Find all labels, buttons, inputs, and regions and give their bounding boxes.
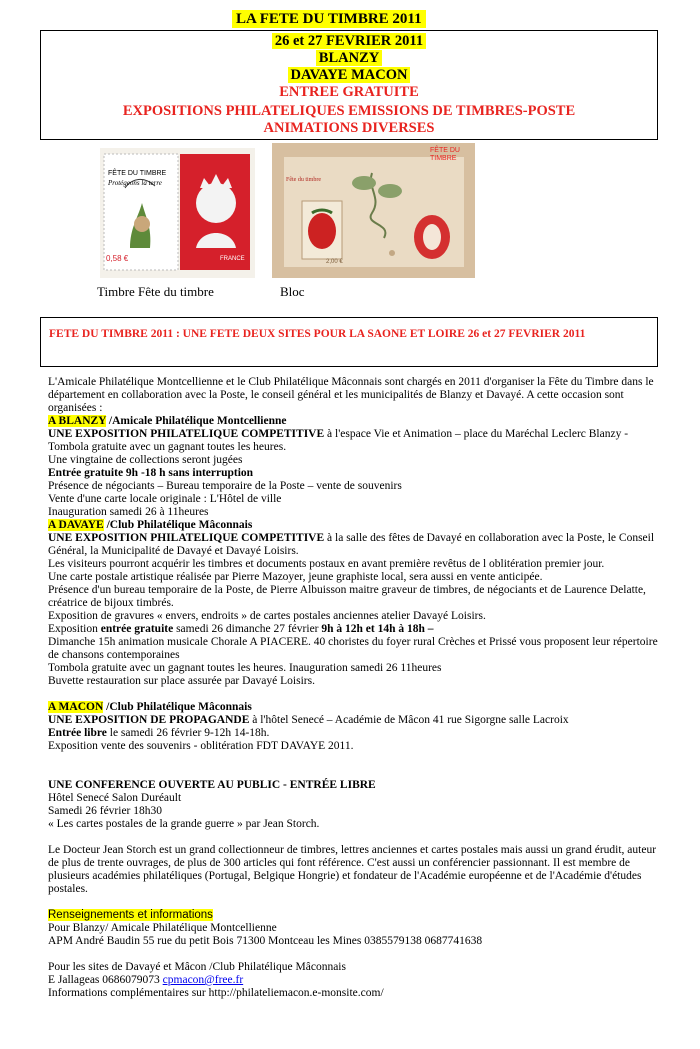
page-title: LA FETE DU TIMBRE 2011 <box>232 10 426 28</box>
macon-entry: Entrée libre <box>48 727 107 739</box>
conference-topic: « Les cartes postales de la grande guerre » par Jean Storch. <box>48 818 320 830</box>
davaye-visitors: Les visiteurs pourront acquérir les timbres et documents postaux en avant première revêtus de l oblitération premier jour. <box>48 558 605 570</box>
davaye-buvette: Buvette restauration sur place assurée par Davayé Loisirs. <box>48 675 315 687</box>
header-box <box>40 30 658 140</box>
davaye-entry: entrée gratuite <box>100 623 174 635</box>
fete-title: FETE DU TIMBRE 2011 : UNE FETE DEUX SITES POUR LA SAONE ET LOIRE 26 et 27 FEVRIER 2011 <box>49 328 586 340</box>
macon-tag: A MACON <box>48 701 104 713</box>
info-blanzy-contact: APM André Baudin 55 rue du petit Bois 71300 Montceau les Mines 0385579138 0687741638 <box>48 935 483 947</box>
intro-paragraph: L'Amicale Philatélique Montcellienne et le Club Philatélique Mâconnais sont chargés en 2011 d'organiser la Fête du Timbre dans le département en collaboration avec la Poste, le conseil général et les municipalités de Blanzy et Davayé. A cette occasion sont organisées : <box>48 376 654 414</box>
blanzy-expo-title: UNE EXPOSITION PHILATELIQUE COMPETITIVE <box>48 428 325 440</box>
email-link[interactable]: cpmacon@free.fr <box>162 974 244 986</box>
davaye-expo-detail: à la salle des fêtes de Davayé en collaboration avec la Poste, le Conseil Général, la Municipalité de Davayé et Davayé Loisirs. <box>48 532 655 557</box>
macon-vente: Exposition vente des souvenirs - oblitération FDT DAVAYE 2011. <box>48 740 354 752</box>
blanzy-tag: A BLANZY <box>48 415 107 427</box>
blanzy-entry: Entrée gratuite 9h -18 h sans interruption <box>48 467 254 479</box>
macon-expo-detail: à l'hôtel Senecé – Académie de Mâcon 41 rue Sigorgne salle Lacroix <box>249 714 569 726</box>
info-more[interactable]: Informations complémentaires sur http://philateliemacon.e-monsite.com/ <box>48 987 384 999</box>
caption-bloc: Bloc <box>280 284 305 299</box>
davaye-tombola: Tombola gratuite avec un gagnant toutes les heures. Inauguration samedi 26 11heures <box>48 662 442 674</box>
bloc-image <box>272 143 475 278</box>
blanzy-presence: Présence de négociants – Bureau temporaire de la Poste – vente de souvenirs <box>48 480 402 492</box>
bloc-label: FÊTE DU TIMBRE <box>430 147 460 162</box>
davaye-dates: samedi 26 dimanche 27 février <box>173 623 322 635</box>
stamp-text-title: FÊTE DU TIMBRE <box>108 170 167 177</box>
conference-bio: Le Docteur Jean Storch est un grand collectionneur de timbres, lettres anciennes et cartes postales mais aussi un grand érudit, auteur de plus de trente ouvrages, de plus de 300 articles qui font référence. C'est aussi un conférencier passionnant. Il est membre de plusieurs académies philatéliques (Portugal, Belgique Hongrie) et fondateur de l'Académie européenne et de l'Académie d'études postales. <box>48 844 657 895</box>
macon-entry-hours: le samedi 26 février 9-12h 14-18h. <box>106 727 270 739</box>
header-dates: 26 et 27 FEVRIER 2011 <box>272 33 426 49</box>
davaye-club: /Club Philatélique Mâconnais <box>103 519 253 531</box>
davaye-expo-title: UNE EXPOSITION PHILATELIQUE COMPETITIVE <box>48 532 325 544</box>
header-city-blanzy: BLANZY <box>316 50 382 66</box>
header-animations: ANIMATIONS DIVERSES <box>263 120 435 136</box>
header-city-davaye-macon: DAVAYE MACON <box>288 67 411 83</box>
info-heading: Renseignements et informations <box>48 909 213 921</box>
conference-title: UNE CONFERENCE OUVERTE AU PUBLIC - ENTRÉE LIBRE <box>48 779 376 791</box>
stamp-price: 0,58 € <box>106 254 129 263</box>
stamp-country: FRANCE <box>220 256 245 262</box>
davaye-gravures: Exposition de gravures « envers, endroits » de cartes postales anciennes atelier Davayé Loisirs. <box>48 610 486 622</box>
macon-club: /Club Philatélique Mâconnais <box>103 701 252 713</box>
info-contact: E Jallageas 0686079073 <box>48 974 163 986</box>
bloc-price: 2,00 € <box>326 259 343 265</box>
blanzy-expo-detail: à l'espace Vie et Animation – place du Maréchal Leclerc Blanzy - Tombola gratuite avec un gagnant toutes les heures. <box>48 428 629 453</box>
blanzy-collections: Une vingtaine de collections seront jugées <box>48 454 243 466</box>
davaye-expo-label: Exposition <box>48 623 101 635</box>
info-sites: Pour les sites de Davayé et Mâcon /Club Philatélique Mâconnais <box>48 961 346 973</box>
stamp-image <box>100 148 255 278</box>
davaye-tag: A DAVAYE <box>48 519 104 531</box>
macon-expo-title: UNE EXPOSITION DE PROPAGANDE <box>48 714 250 726</box>
davaye-hours: 9h à 12h et 14h à 18h – <box>321 623 434 635</box>
blanzy-inauguration: Inauguration samedi 26 à 11heures <box>48 506 209 518</box>
blanzy-carte: Vente d'une carte locale originale : L'Hôtel de ville <box>48 493 282 505</box>
bloc-side-label: Fête du timbre <box>286 177 321 183</box>
stamp-text-subtitle: Protégeons la terre <box>108 179 162 187</box>
info-blanzy: Pour Blanzy/ Amicale Philatélique Montcellienne <box>48 922 277 934</box>
davaye-carte: Une carte postale artistique réalisée par Pierre Mazoyer, jeune graphiste local, sera aussi en vente anticipée. <box>48 571 543 583</box>
header-expos: EXPOSITIONS PHILATELIQUES EMISSIONS DE TIMBRES-POSTE <box>122 103 576 119</box>
davaye-chorale: Dimanche 15h animation musicale Chorale A PIACERE. 40 choristes du foyer rural Crèches et Prissé vous proposent leur répertoire de chansons contemporaines <box>48 636 658 661</box>
davaye-presence: Présence d'un bureau temporaire de la Poste, de Pierre Albuisson maitre graveur de timbres, de négociants et de Laurence Delatte, créatrice de bijoux timbrés. <box>48 584 646 609</box>
blanzy-club: /Amicale Philatélique Montcellienne <box>106 415 287 427</box>
conference-place: Hôtel Senecé Salon Duréault <box>48 792 182 804</box>
header-entry: ENTREE GRATUITE <box>279 84 419 100</box>
body-text <box>48 376 668 1000</box>
caption-stamp: Timbre Fête du timbre <box>97 284 214 299</box>
fete-title-box <box>40 317 658 367</box>
conference-date: Samedi 26 février 18h30 <box>48 805 163 817</box>
